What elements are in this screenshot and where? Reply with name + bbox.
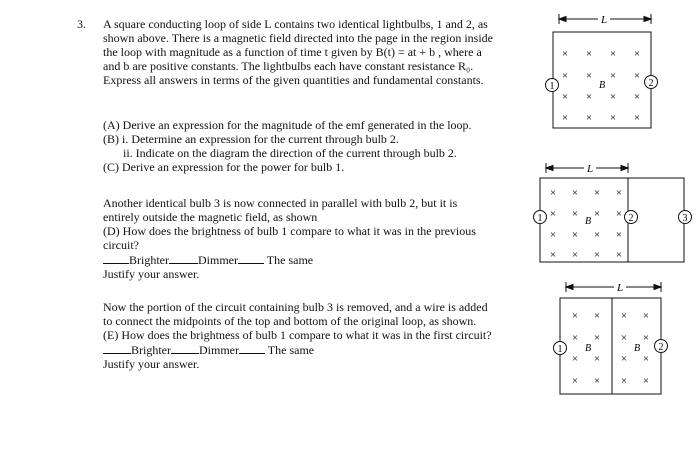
field-x-symbol: × [642, 375, 650, 387]
choice-dimmer-e: Dimmer [199, 343, 239, 357]
justify-e: Justify your answer. [103, 357, 200, 371]
field-x-symbol: × [561, 70, 569, 82]
field-x-symbol: × [593, 375, 601, 387]
field-x-symbol: × [609, 70, 617, 82]
field-x-symbol: × [585, 70, 593, 82]
bulb-1-d1 [546, 79, 559, 93]
problem-number: 3. [77, 17, 86, 31]
intro-line-4: and b are positive constants. The lightbulbs each have constant resistance R₀. [103, 59, 474, 73]
field-x-symbol: × [593, 332, 601, 344]
intro-line-2: shown above. There is a magnetic field directed into the page in the region inside [103, 31, 493, 45]
field-x-symbol: × [585, 91, 593, 103]
field-label-2: B [584, 216, 592, 227]
choice-brighter-d: Brighter [129, 253, 169, 267]
field-x-symbol: × [642, 332, 650, 344]
field-x-symbol: × [549, 208, 557, 220]
field-x-symbol: × [609, 48, 617, 60]
field-x-symbol: × [571, 332, 579, 344]
field-x-symbol: × [642, 353, 650, 365]
part-c: (C) Derive an expression for the power for bulb 1. [103, 160, 345, 174]
field-x-symbol: × [593, 249, 601, 261]
field-x-symbol: × [615, 208, 623, 220]
svg-text:2: 2 [648, 78, 654, 89]
field-label-3a: B [584, 343, 592, 354]
intro-line-5: Express all answers in terms of the given quantities and fundamental constants. [103, 73, 484, 87]
field-x-symbol: × [593, 310, 601, 322]
part-d-line-1: (D) How does the brightness of bulb 1 compare to what it was in the previous [103, 224, 476, 238]
choice-dimmer-d: Dimmer [198, 253, 238, 267]
bulb3-line-2: entirely outside the magnetic field, as shown [103, 210, 318, 224]
field-x-symbol: × [549, 187, 557, 199]
field-x-symbol: × [549, 229, 557, 241]
field-x-symbol: × [633, 91, 641, 103]
field-x-symbol: × [571, 229, 579, 241]
field-label-3b: B [633, 343, 641, 354]
field-x-symbol: × [593, 229, 601, 241]
part-e: (E) How does the brightness of bulb 1 compare to what it was in the first circuit? [103, 328, 492, 342]
side-label-2: L [586, 163, 594, 175]
field-x-symbol: × [620, 310, 628, 322]
choice-brighter-e: Brighter [131, 343, 171, 357]
field-x-symbol: × [633, 112, 641, 124]
intro-line-1: A square conducting loop of side L contains two identical lightbulbs, 1 and 2, as [103, 17, 488, 31]
bulb3-line-1: Another identical bulb 3 is now connected in parallel with bulb 2, but it is [103, 196, 458, 210]
field-x-symbol: × [615, 249, 623, 261]
field-x-symbol: × [561, 48, 569, 60]
field-x-symbol: × [549, 249, 557, 261]
svg-text:2: 2 [658, 342, 664, 353]
wire-line-1: Now the portion of the circuit containing bulb 3 is removed, and a wire is added [103, 300, 488, 314]
svg-text:2: 2 [628, 213, 634, 224]
field-x-symbol: × [571, 353, 579, 365]
field-x-symbol: × [593, 353, 601, 365]
side-label-1: L [600, 14, 608, 26]
field-x-symbol: × [593, 208, 601, 220]
intro-line-3: the loop with magnitude as a function of time t given by B(t) = at + b , where a [103, 45, 482, 59]
field-x-symbol: × [571, 310, 579, 322]
svg-text:3: 3 [682, 213, 688, 224]
part-b-ii: ii. Indicate on the diagram the direction of the current through bulb 2. [123, 146, 457, 160]
svg-text:1: 1 [537, 213, 543, 224]
field-x-symbol: × [615, 229, 623, 241]
field-x-symbol: × [571, 249, 579, 261]
field-label-1: B [598, 80, 606, 91]
choice-same-e: The same [267, 343, 315, 357]
part-d-line-2: circuit? [103, 238, 139, 252]
field-x-symbol: × [633, 48, 641, 60]
svg-text:1: 1 [549, 81, 555, 92]
field-x-symbol: × [593, 187, 601, 199]
bulb-3-d2 [679, 211, 692, 225]
field-x-symbol: × [571, 187, 579, 199]
justify-d: Justify your answer. [103, 267, 200, 281]
field-x-symbol: × [609, 91, 617, 103]
bulb-2-d3 [655, 340, 668, 354]
bulb-2-d1 [645, 76, 658, 90]
field-x-symbol: × [620, 332, 628, 344]
field-x-symbol: × [620, 353, 628, 365]
field-x-symbol: × [642, 310, 650, 322]
field-x-symbol: × [571, 208, 579, 220]
field-x-symbol: × [561, 91, 569, 103]
field-x-symbol: × [620, 375, 628, 387]
wire-line-2: to connect the midpoints of the top and bottom of the original loop, as shown. [103, 314, 477, 328]
field-x-symbol: × [571, 375, 579, 387]
field-x-symbol: × [585, 112, 593, 124]
bulb-2-d2 [625, 211, 638, 225]
choice-same-d: The same [266, 253, 314, 267]
part-a: (A) Derive an expression for the magnitude of the emf generated in the loop. [103, 118, 472, 132]
side-label-3: L [616, 282, 624, 294]
field-x-symbol: × [633, 70, 641, 82]
bulb-1-d3 [554, 342, 567, 356]
svg-text:1: 1 [557, 344, 563, 355]
field-x-symbol: × [609, 112, 617, 124]
part-b-i: (B) i. Determine an expression for the current through bulb 2. [103, 132, 399, 146]
field-x-symbol: × [585, 48, 593, 60]
field-x-symbol: × [615, 187, 623, 199]
field-x-symbol: × [561, 112, 569, 124]
bulb-1-d2 [534, 211, 547, 225]
